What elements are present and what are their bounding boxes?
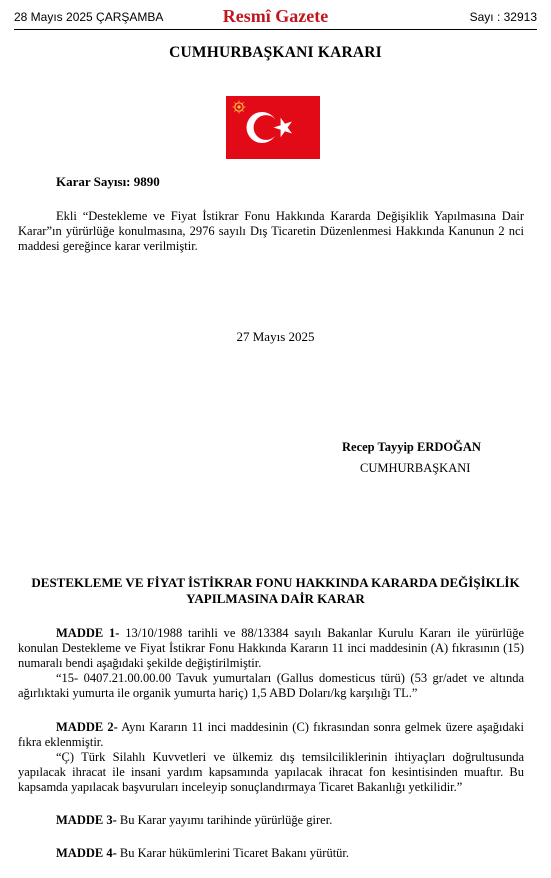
header-divider xyxy=(14,29,537,30)
article-3 xyxy=(18,813,524,828)
article-1 xyxy=(18,626,524,671)
gazette-title: Resmî Gazete xyxy=(222,6,329,26)
article-label: MADDE 4- xyxy=(56,846,117,860)
signatory-name: Recep Tayyip ERDOĞAN xyxy=(342,440,481,454)
seal-icon xyxy=(233,101,246,114)
gazette-header xyxy=(14,6,537,28)
article-text: Bu Karar hükümlerini Ticaret Bakanı yürütür. xyxy=(116,846,350,860)
article-text: Aynı Kararın 11 inci maddesinin (C) fıkrasından sonra gelmek üzere aşağıdaki fıkra eklenmiştir. xyxy=(18,720,524,749)
article-label: MADDE 2- xyxy=(56,720,118,734)
document-title: CUMHURBAŞKANI KARARI xyxy=(169,44,382,61)
article-text: Bu Karar yayımı tarihinde yürürlüğe girer. xyxy=(116,813,333,827)
article-text: 13/10/1988 tarihli ve 88/13384 sayılı Bakanlar Kurulu Kararı ile yürürlüğe konulan Destekleme ve Fiyat İstikrar Fonu Hakkında Kararın 11 inci maddesinin (A) fıkrasının (15) numaralı bendi aşağıdaki şekilde değiştirilmiştir. xyxy=(18,626,524,670)
annex-title-line-1: DESTEKLEME VE FİYAT İSTİKRAR FONU HAKKINDA KARARDA DEĞİŞİKLİK xyxy=(31,575,520,590)
issue-date: 28 Mayıs 2025 ÇARŞAMBA xyxy=(14,10,164,24)
decision-number: Karar Sayısı: 9890 xyxy=(56,174,160,189)
article-1-quote: “15- 0407.21.00.00.00 Tavuk yumurtaları (Gallus domesticus türü) (53 gr/adet ve altında ağırlıktaki yumurta ile organik yumurta hariç) 1,5 ABD Doları/kg karşılığı TL.” xyxy=(18,671,524,700)
article-4 xyxy=(18,846,524,861)
preamble: Ekli “Destekleme ve Fiyat İstikrar Fonu Hakkında Kararda Değişiklik Yapılmasına Dair Karar”ın yürürlüğe konulmasına, 2976 sayılı Dış Ticaretin Düzenlenmesi Hakkında Kanunun 2 nci maddesi gereğince karar verilmiştir. xyxy=(18,209,524,253)
article-label: MADDE 3- xyxy=(56,813,117,827)
signed-date: 27 Mayıs 2025 xyxy=(236,329,315,344)
article-2 xyxy=(18,720,524,750)
issue-number: Sayı : 32913 xyxy=(469,10,537,24)
article-2-quote: “Ç) Türk Silahlı Kuvvetleri ve ülkemiz dış temsilciliklerinin ihtiyaçları doğrultusunda yapılacak ihracat ile insani yardım kapsamında yapılacak ihracat fon kesintisinden muaftır. Bu kapsamda yapılacak başvuruları inceleyip sonuçlandırmaya Ticaret Bakanlığı yetkilidir.” xyxy=(18,750,524,794)
article-label: MADDE 1- xyxy=(56,626,120,640)
turkish-flag-icon xyxy=(226,96,320,159)
signatory-title: CUMHURBAŞKANI xyxy=(360,461,471,475)
annex-title xyxy=(0,575,551,607)
annex-title-line-2: YAPILMASINA DAİR KARAR xyxy=(186,591,365,606)
